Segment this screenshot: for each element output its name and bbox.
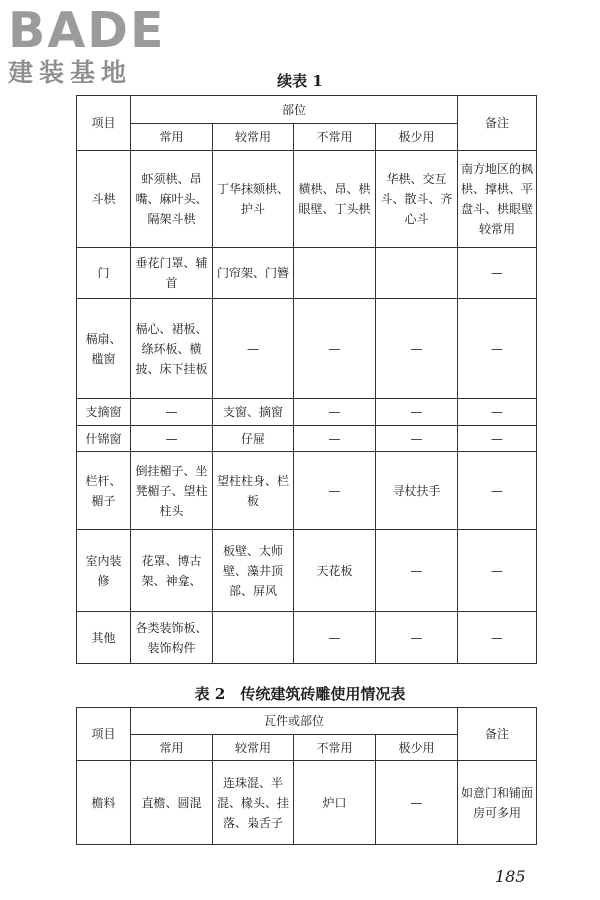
table1-header-col: 不常用 bbox=[294, 124, 376, 151]
table-cell: 望柱柱身、栏板 bbox=[213, 452, 294, 530]
table-cell: 华栱、交互斗、散斗、齐心斗 bbox=[376, 151, 458, 248]
table-cell: — bbox=[376, 426, 458, 452]
table2-header-item: 项目 bbox=[77, 708, 131, 761]
table-cell: — bbox=[294, 612, 376, 664]
table2-header-col: 不常用 bbox=[294, 735, 376, 761]
table-cell: — bbox=[131, 426, 213, 452]
logo-subtitle: 建装基地 bbox=[8, 58, 133, 87]
table1-header-col: 较常用 bbox=[213, 124, 294, 151]
logo-wordmark: BADE bbox=[8, 2, 166, 59]
table-row bbox=[77, 299, 537, 399]
table-cell: — bbox=[376, 399, 458, 426]
table-cell bbox=[294, 248, 376, 299]
table1-header-group: 部位 bbox=[131, 96, 458, 124]
table1-caption: 续表 1 bbox=[277, 72, 323, 90]
table-cell: — bbox=[376, 612, 458, 664]
table-cell: 仔屉 bbox=[213, 426, 294, 452]
row-note: — bbox=[458, 612, 537, 664]
table-row bbox=[77, 612, 537, 664]
table1-header-item: 项目 bbox=[77, 96, 131, 151]
row-note: — bbox=[458, 299, 537, 399]
row-note: — bbox=[458, 248, 537, 299]
table-cell: — bbox=[376, 530, 458, 612]
table-cell: — bbox=[131, 399, 213, 426]
table-cell: 寻杖扶手 bbox=[376, 452, 458, 530]
table-cell: 丁华抹颏栱、护斗 bbox=[213, 151, 294, 248]
table-row bbox=[77, 452, 537, 530]
table2-header-note: 备注 bbox=[458, 708, 537, 761]
table1 bbox=[76, 95, 537, 664]
row-note: 南方地区的枫栱、撑栱、平盘斗、栱眼壁较常用 bbox=[458, 151, 537, 248]
table-cell: — bbox=[294, 426, 376, 452]
table2-header-row bbox=[77, 708, 537, 735]
table-cell: 直檐、圆混 bbox=[131, 761, 213, 845]
row-note: 如意门和铺面房可多用 bbox=[458, 761, 537, 845]
table1-header-col: 极少用 bbox=[376, 124, 458, 151]
table-cell: — bbox=[213, 299, 294, 399]
table-row bbox=[77, 530, 537, 612]
table-cell: — bbox=[294, 299, 376, 399]
row-item: 门 bbox=[77, 248, 131, 299]
row-item: 檐料 bbox=[77, 761, 131, 845]
table-cell: 各类装饰板、装饰构件 bbox=[131, 612, 213, 664]
table2-header-col: 常用 bbox=[131, 735, 213, 761]
table-cell: 连珠混、半混、椽头、挂落、枭舌子 bbox=[213, 761, 294, 845]
table-row bbox=[77, 399, 537, 426]
row-item: 室内装修 bbox=[77, 530, 131, 612]
table1-header-row bbox=[77, 96, 537, 124]
table1-header-note: 备注 bbox=[458, 96, 537, 151]
row-item: 栏杆、楣子 bbox=[77, 452, 131, 530]
table-row bbox=[77, 761, 537, 845]
page-number: 185 bbox=[495, 867, 526, 886]
table-cell: 门帘架、门簪 bbox=[213, 248, 294, 299]
row-note: — bbox=[458, 399, 537, 426]
row-note: — bbox=[458, 426, 537, 452]
table-cell: 支窗、摘窗 bbox=[213, 399, 294, 426]
table-row bbox=[77, 151, 537, 248]
table-cell: 槅心、裙板、绦环板、横披、床下挂板 bbox=[131, 299, 213, 399]
table-cell: 倒挂楣子、坐凳楣子、望柱柱头 bbox=[131, 452, 213, 530]
table2-caption: 表 2 传统建筑砖雕使用情况表 bbox=[194, 685, 406, 703]
table-cell: — bbox=[294, 452, 376, 530]
row-item: 其他 bbox=[77, 612, 131, 664]
row-note: — bbox=[458, 530, 537, 612]
table1-header-col: 常用 bbox=[131, 124, 213, 151]
table-row bbox=[77, 248, 537, 299]
row-note: — bbox=[458, 452, 537, 530]
table-cell: — bbox=[376, 761, 458, 845]
table-cell: 虾须栱、昂嘴、麻叶头、隔架斗栱 bbox=[131, 151, 213, 248]
table-cell bbox=[376, 248, 458, 299]
table-cell: 横栱、昂、栱眼壁、丁头栱 bbox=[294, 151, 376, 248]
row-item: 支摘窗 bbox=[77, 399, 131, 426]
table-cell: 花罩、博古架、神龛、 bbox=[131, 530, 213, 612]
table-cell: 天花板 bbox=[294, 530, 376, 612]
row-item: 斗栱 bbox=[77, 151, 131, 248]
table-row bbox=[77, 426, 537, 452]
row-item: 槅扇、槛窗 bbox=[77, 299, 131, 399]
table-cell: 炉口 bbox=[294, 761, 376, 845]
row-item: 什锦窗 bbox=[77, 426, 131, 452]
table2 bbox=[76, 707, 537, 845]
table-cell: — bbox=[294, 399, 376, 426]
table-cell: 板壁、太师壁、藻井顶部、屏风 bbox=[213, 530, 294, 612]
table2-header-group: 瓦件或部位 bbox=[131, 708, 458, 735]
table-cell bbox=[213, 612, 294, 664]
table2-header-col: 较常用 bbox=[213, 735, 294, 761]
table2-header-col: 极少用 bbox=[376, 735, 458, 761]
table-cell: — bbox=[376, 299, 458, 399]
table-cell: 垂花门罩、辅首 bbox=[131, 248, 213, 299]
